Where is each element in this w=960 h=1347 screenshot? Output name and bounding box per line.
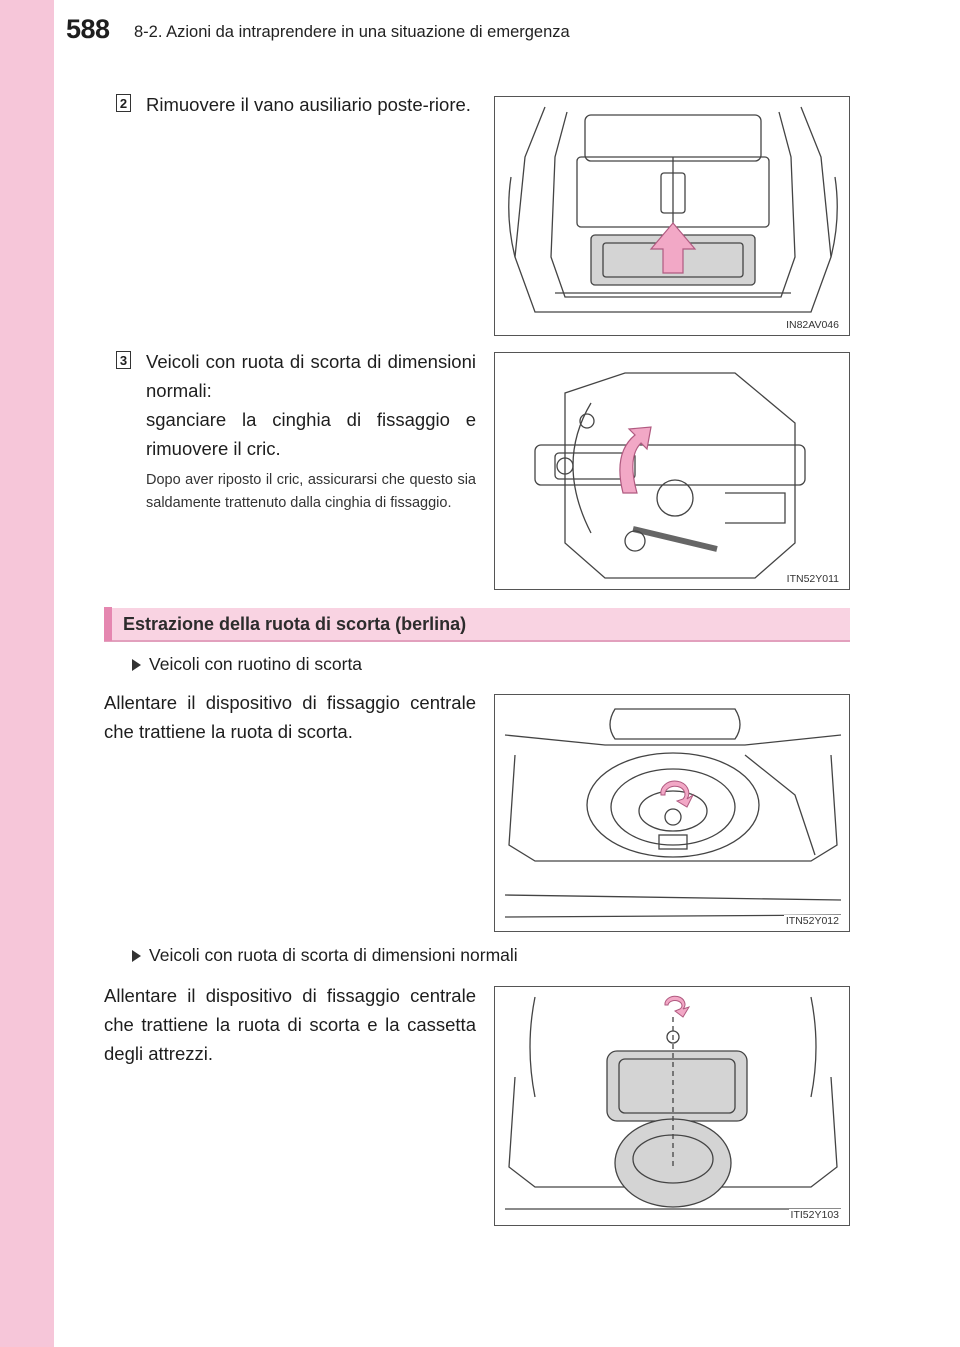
jack-illustration — [495, 353, 850, 590]
step-2-badge: 2 — [116, 94, 131, 112]
full-size-spare-illustration — [495, 987, 850, 1226]
bullet-triangle-icon — [132, 659, 141, 671]
step-3-note: Dopo aver riposto il cric, assicurarsi che questo sia saldamente trattenuto dalla cinghia di fissaggio. — [146, 472, 476, 511]
step-3-text-a: Veicoli con ruota di scorta di dimensioni normali: — [146, 351, 476, 401]
sedan-compact-text: Allentare il dispositivo di fissaggio centrale che trattiene la ruota di scorta. — [104, 692, 476, 742]
rotate-arrow-icon — [661, 781, 693, 807]
section-header — [104, 608, 850, 642]
luggage-compartment-illustration — [495, 97, 850, 336]
rotate-arrow-icon — [665, 996, 689, 1017]
figure-id: ITN52Y012 — [785, 915, 839, 927]
bullet-text: Veicoli con ruota di scorta di dimensioni normali — [149, 945, 518, 965]
side-tab — [0, 0, 54, 1347]
sedan-full-size-text: Allentare il dispositivo di fissaggio centrale che trattiene la ruota di scorta e la cassetta degli attrezzi. — [104, 985, 476, 1064]
bullet-text: Veicoli con ruotino di scorta — [149, 654, 363, 674]
figure-compact-spare-wheel — [494, 694, 850, 932]
step-2-text: Rimuovere il vano ausiliario poste-riore. — [146, 94, 471, 115]
bullet-triangle-icon — [132, 950, 141, 962]
figure-luggage-compartment — [494, 96, 850, 336]
page-number: 588 — [66, 14, 110, 44]
figure-full-size-spare-wheel — [494, 986, 850, 1226]
figure-jack-removal — [494, 352, 850, 590]
figure-id: IN82AV046 — [786, 319, 839, 331]
compact-spare-illustration — [495, 695, 850, 932]
figure-id: ITN52Y011 — [786, 573, 839, 585]
section-title: Estrazione della ruota di scorta (berlina) — [123, 613, 467, 634]
chapter-title: 8-2. Azioni da intraprendere in una situazione di emergenza — [134, 23, 570, 41]
figure-id: ITI52Y103 — [790, 1209, 839, 1221]
step-3-text-b: sganciare la cinghia di fissaggio e rimuovere il cric. — [146, 409, 476, 459]
section-accent-bar — [104, 607, 112, 641]
bullet-compact-spare — [132, 654, 362, 675]
step-3-badge: 3 — [116, 351, 131, 369]
bullet-full-size-spare — [132, 945, 518, 966]
